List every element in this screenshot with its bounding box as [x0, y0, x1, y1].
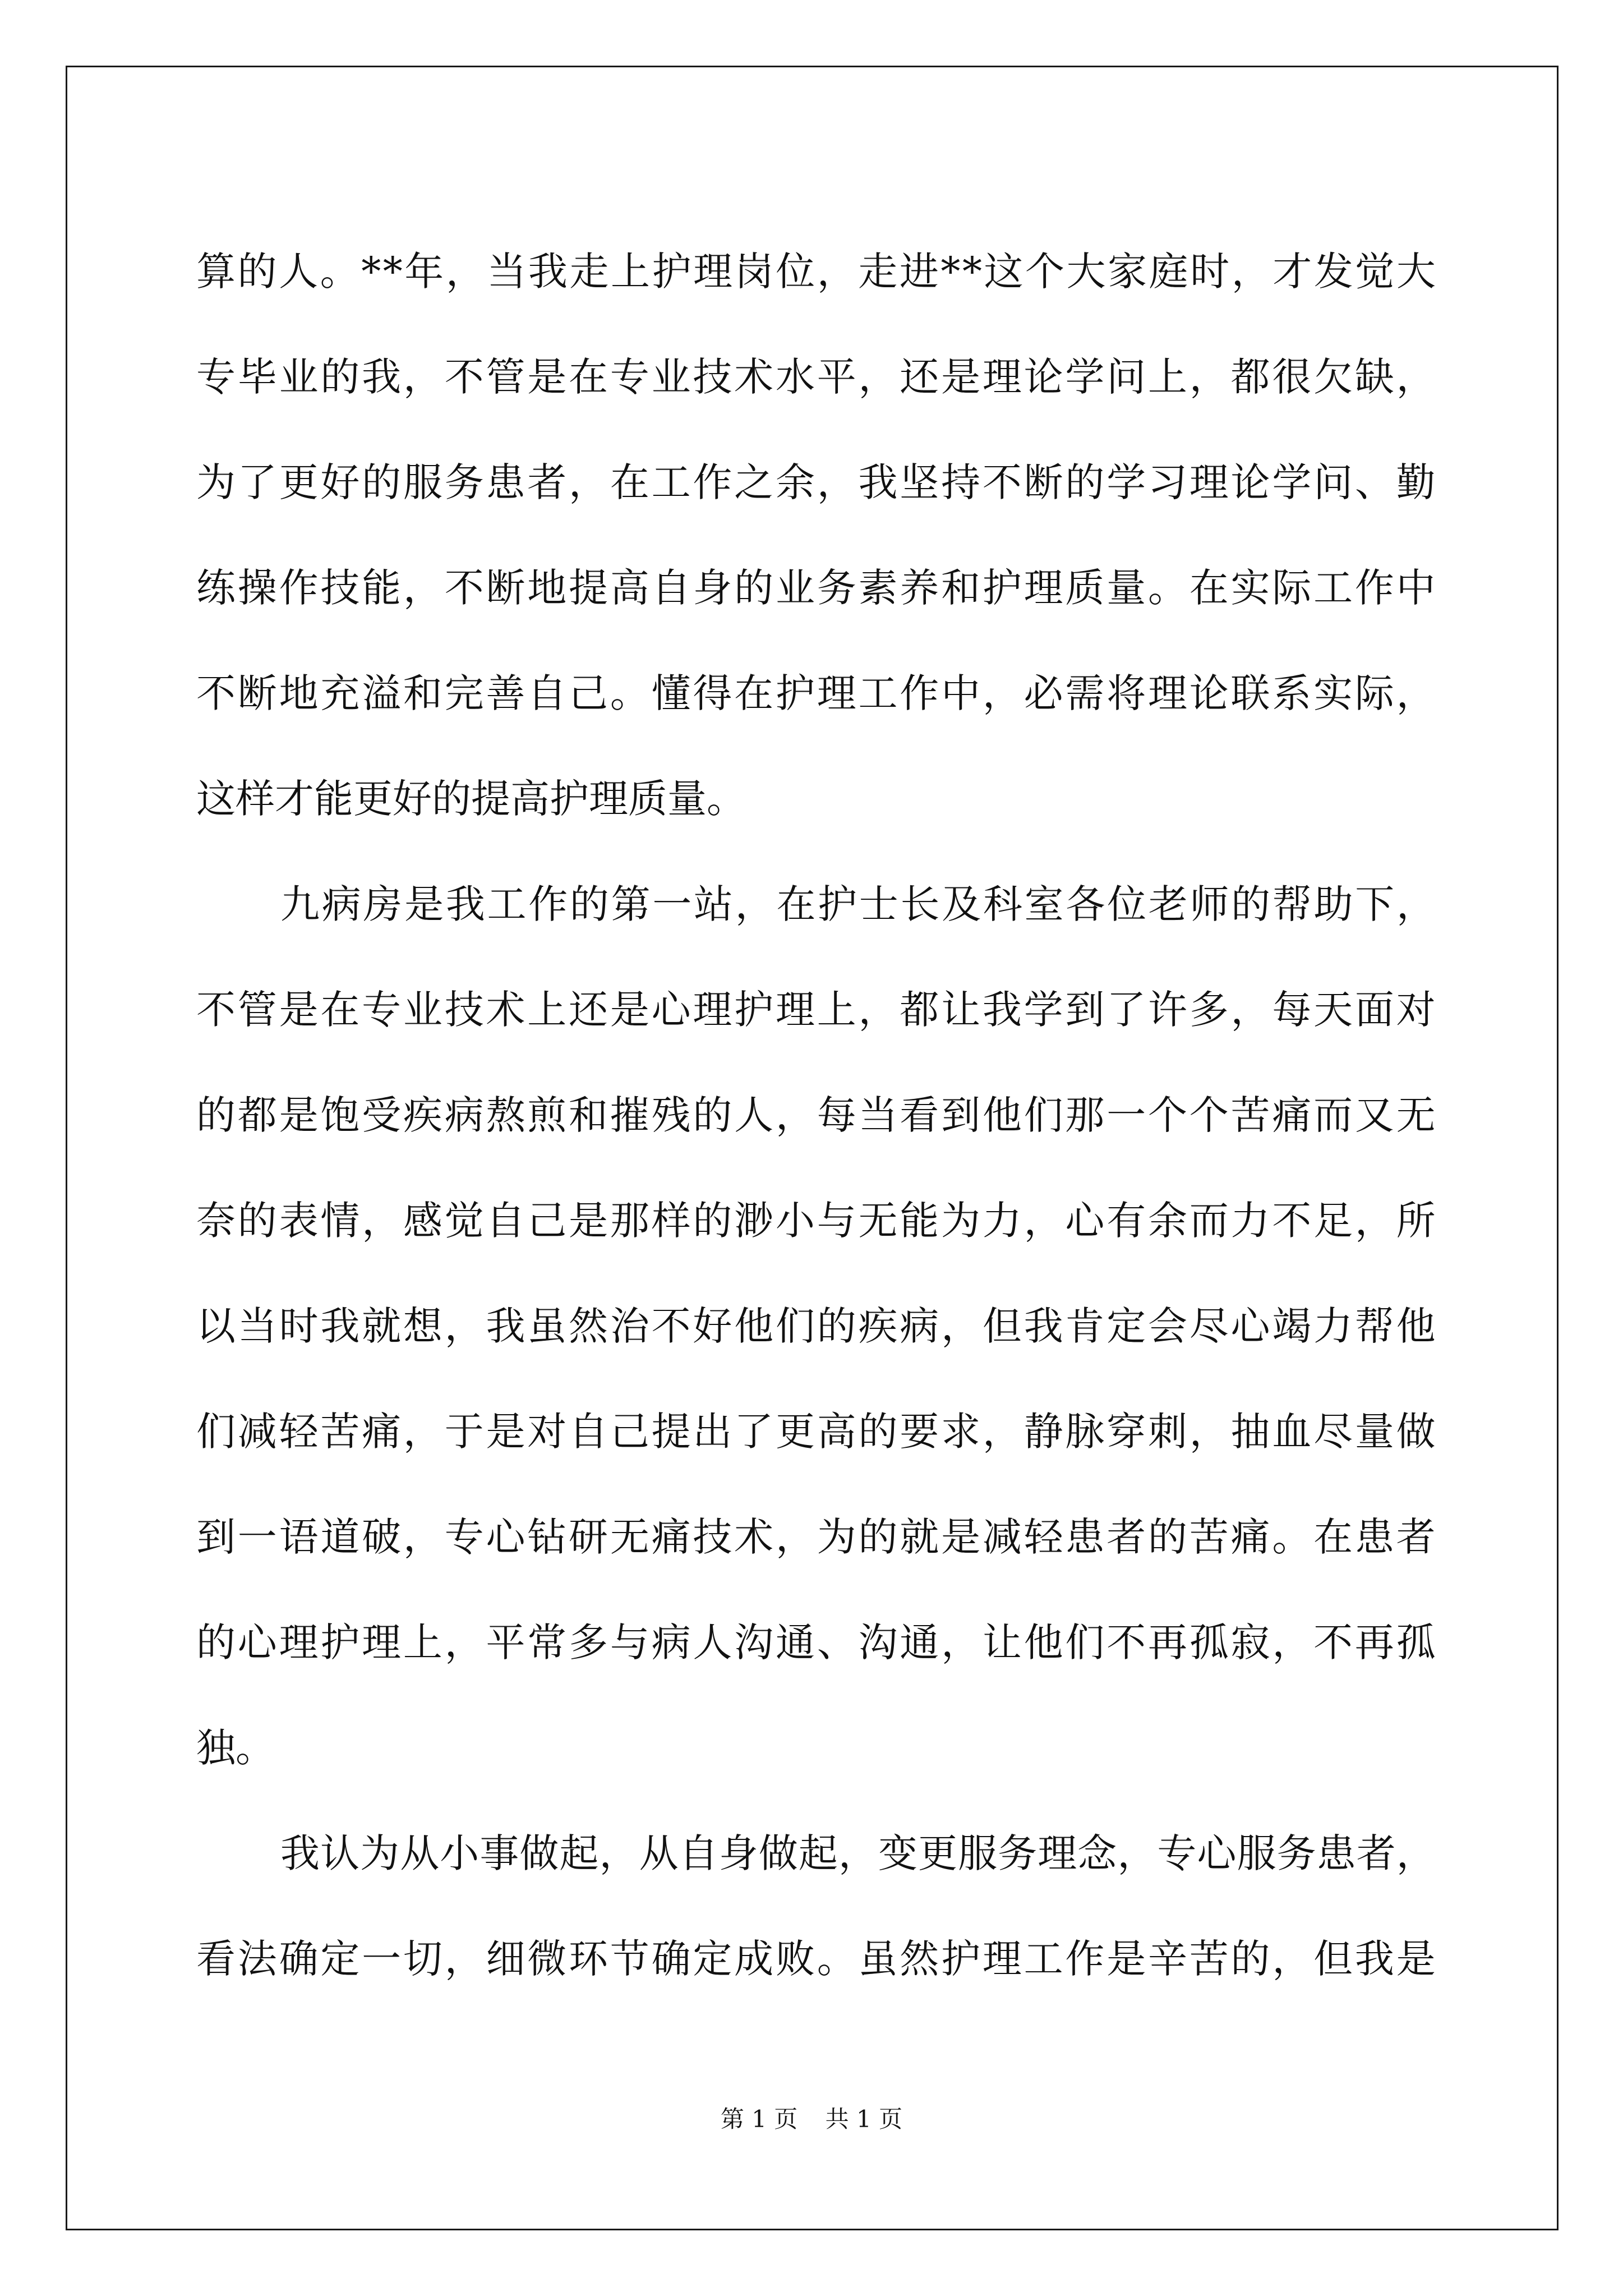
document-body — [196, 219, 1436, 2012]
paragraph-line: 这样才能更好的提高护理质量。 — [196, 776, 746, 822]
page-total: 共 1 页 — [825, 2105, 903, 2133]
paragraph-line: 不 管 是 在 专 业 技 术 上 还 是 心 理 护 理 上 ， 都 让 我 学 到 了 许 多 ， 每 天 面 对 — [196, 987, 1436, 1033]
paragraph-line: 奈 的 表 情 ， 感 觉 自 己 是 那 样 的 渺 小 与 无 能 为 力 ， 心 有 余 而 力 不 足 ， 所 — [196, 1198, 1436, 1244]
paragraph-line: 们 减 轻 苦 痛 ， 于 是 对 自 己 提 出 了 更 高 的 要 求 ， 静 脉 穿 刺 ， 抽 血 尽 量 做 — [196, 1409, 1436, 1455]
paragraph-line: 的 都 是 饱 受 疾 病 熬 煎 和 摧 残 的 人 ， 每 当 看 到 他 们 那 一 个 个 苦 痛 而 又 无 — [196, 1092, 1436, 1138]
page-footer — [0, 2101, 1623, 2134]
paragraph-line: 以 当 时 我 就 想 ， 我 虽 然 治 不 好 他 们 的 疾 病 ， 但 我 肯 定 会 尽 心 竭 力 帮 他 — [196, 1303, 1436, 1349]
page-number: 第 1 页 — [720, 2105, 798, 2133]
paragraph-line: 九 病 房 是 我 工 作 的 第 一 站 ， 在 护 士 长 及 科 室 各 位 老 师 的 帮 助 下 ， — [280, 881, 1436, 927]
paragraph-line: 练 操 作 技 能 ， 不 断 地 提 高 自 身 的 业 务 素 养 和 护 理 质 量 。 在 实 际 工 作 中 — [196, 565, 1436, 611]
paragraph-line: 的 心 理 护 理 上 ， 平 常 多 与 病 人 沟 通 、 沟 通 ， 让 他 们 不 再 孤 寂 ， 不 再 孤 — [196, 1619, 1436, 1665]
paragraph-line: 不 断 地 充 溢 和 完 善 自 己 。 懂 得 在 护 理 工 作 中 ， 必 需 将 理 论 联 系 实 际 ， — [196, 670, 1436, 716]
paragraph-line: 算 的 人 。 * * 年 ， 当 我 走 上 护 理 岗 位 ， 走 进 * * 这 个 大 家 庭 时 ， 才 发 觉 大 — [196, 249, 1436, 295]
paragraph-line: 专 毕 业 的 我 ， 不 管 是 在 专 业 技 术 水 平 ， 还 是 理 论 学 问 上 ， 都 很 欠 缺 ， — [196, 354, 1436, 400]
paragraph-line: 独。 — [196, 1725, 275, 1771]
paragraph-line: 为 了 更 好 的 服 务 患 者 ， 在 工 作 之 余 ， 我 坚 持 不 断 的 学 习 理 论 学 问 、 勤 — [196, 459, 1436, 505]
paragraph-line: 我 认 为 从 小 事 做 起 ， 从 自 身 做 起 ， 变 更 服 务 理 念 ， 专 心 服 务 患 者 ， — [280, 1830, 1436, 1876]
paragraph-line: 看 法 确 定 一 切 ， 细 微 环 节 确 定 成 败 。 虽 然 护 理 工 作 是 辛 苦 的 ， 但 我 是 — [196, 1936, 1436, 1982]
paragraph-line: 到 一 语 道 破 ， 专 心 钻 研 无 痛 技 术 ， 为 的 就 是 减 轻 患 者 的 苦 痛 。 在 患 者 — [196, 1514, 1436, 1560]
